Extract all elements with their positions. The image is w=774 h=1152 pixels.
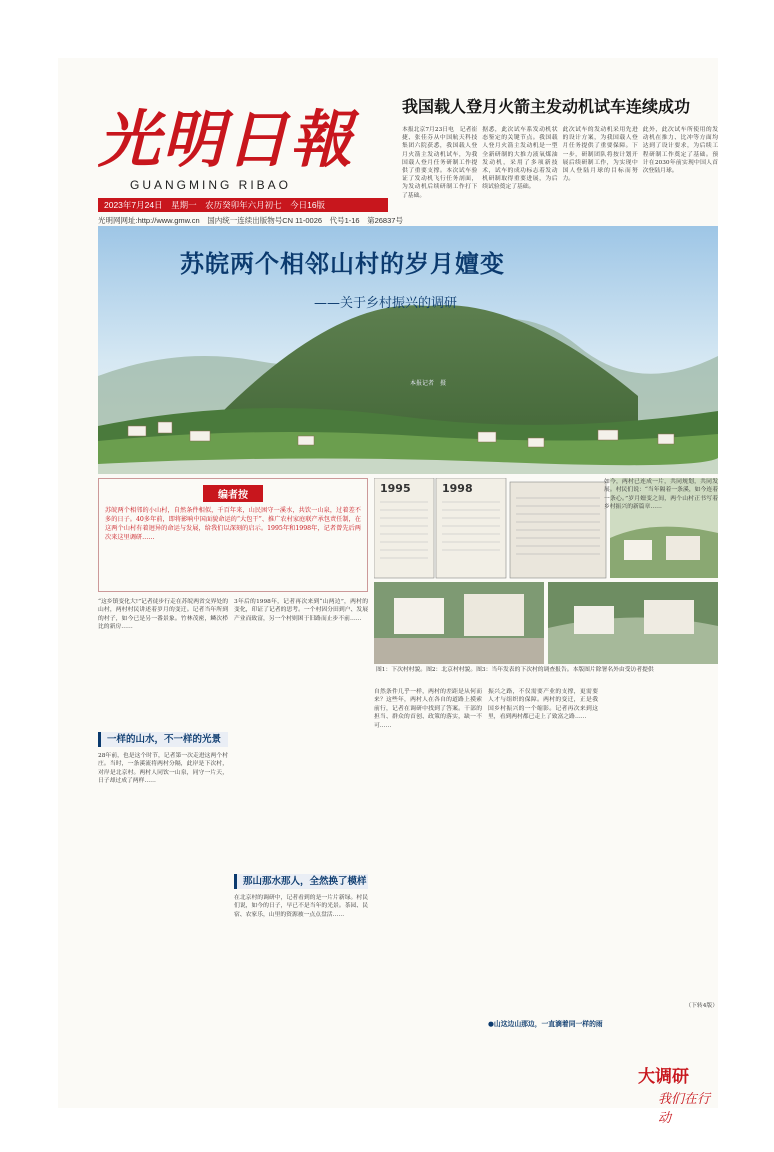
top-story-body: [402, 126, 718, 208]
editor-note-text: 苏皖两个相邻的小山村，自然条件相似，千百年来，山民困守一溪水，共饮一山泉，过着差不多的日子。40多年前，即将影响中国面貌命运的“大包干”、推广农村家庭联产承包责任制，在这两个山村有着迥异的命运与发展，给我们以深刻的启示。1995年和1998年，记者曾先后两次来这里调研……: [105, 507, 361, 541]
top-story-title: 我国载人登月火箭主发动机试车连续成功: [402, 97, 691, 116]
svg-text:1998: 1998: [442, 482, 473, 495]
article-column-3: 自然条件几乎一样，两村的差距是从何而来？这些年，两村人在各自的道路上摸索前行，记者在调研中找到了答案。干部的担当、群众的首创、政策的落实，缺一不可……: [374, 689, 482, 729]
article-column-1: “这乡镇变化大!”记者徒步行走在苏皖两省交界处的山村，两村村民讲述着岁月的变迁。记者当年所到的村子，如今已是另一番景象。竹林茂密，鳞次栉比的新房……: [98, 599, 228, 631]
newspaper-logo: 光明日報: [98, 103, 355, 176]
editor-note: [98, 478, 368, 592]
top-story-column: 本报北京7月23日电 记者崔捷、张佳芬从中国航天科技集团六院获悉，我国载人登月火箭主发动机试车，为我国载人登月任务研制工作提供了重要支撑。本次试车验证了发动机飞行任务剖面，为发动机后续研制工作打下了基础。: [402, 127, 478, 199]
continued-note: （下转4版）: [685, 1003, 718, 1009]
photo-caption: 图1：下次村村貌。图2：北京村村貌。图3：当年发表的下次村的调查报告。本版图片除署名外由受访者提供: [376, 667, 654, 673]
campaign-logo-main: 大调研: [638, 1067, 689, 1087]
article-column-5: 如今，两村已连成一片，共同规划，共同发展。村民们说：“当年隔着一条溪，如今连着一条心。”岁月嬗变之间，两个山村正书写着乡村振兴的新篇章……: [604, 479, 718, 511]
section-title-2: 那山那水那人，全然换了模样: [234, 874, 368, 889]
article-column-2: 3年后的1998年，记者再次来到“山两边”，两村的变化，印证了记者的思考。一个村因分田到户、发展产业而致富，另一个村则困于旧路而止步不前……: [234, 599, 368, 622]
newspaper-pinyin: GUANGMING RIBAO: [130, 178, 292, 192]
top-story-column: 此外，此次试车所使用的发动机在推力、比冲等方面均达到了设计要求，为后续工程研制工作奠定了基础。预计在2030年前实现中国人首次登陆月球。: [642, 127, 718, 175]
article-column-2b: 在北京村的调研中，记者看到的是一片片新绿。村民们说，如今的日子，早已不是当年的光景。茶园、民宿、农家乐，山里的资源被一点点盘活……: [234, 895, 368, 918]
article-column-1b: 28年前，也是这个时节，记者第一次走进这两个村庄。当时，一条溪流将两村分隔，此岸是下次村，对岸是北京村。两村人同饮一山泉，同守一片天，日子却过成了两样……: [98, 753, 228, 785]
subsection-title: ●山这边山那边，一直滴着同一样的雨: [488, 1020, 603, 1028]
editor-note-label: 编者按: [203, 485, 263, 502]
article-column-4: 振兴之路，不仅需要产业的支撑，更需要人才与组织的保障。两村的变迁，正是我国乡村振兴的一个缩影。记者再次来到这里，看到两村都已走上了致富之路……: [488, 689, 598, 721]
dateline-bar: 2023年7月24日 星期一 农历癸卯年六月初七 今日16版: [98, 198, 388, 212]
section-title-1: 一样的山水，不一样的光景: [98, 732, 228, 747]
feature-headline: 苏皖两个相邻山村的岁月嬗变: [180, 250, 505, 278]
campaign-logo-tagline: 我们在行动: [658, 1092, 711, 1126]
feature-subhead: ——关于乡村振兴的调研: [314, 296, 458, 311]
masthead: [58, 58, 718, 228]
top-story-column: 据悉，此次试车系发动机状态鉴定的关键节点。我国载人登月火箭主发动机是一型全新研制的大推力液氧煤油发动机，采用了多项新技术，试车的成功标志着发动机研制取得重要进展，为后续试验奠定了基础。: [482, 127, 558, 191]
photo-credit: 本报记者 摄: [410, 380, 447, 387]
publication-info: 光明网网址:http://www.gmw.cn 国内统一连续出版物号CN 11-0026 代号1-16 第26837号: [98, 215, 718, 229]
svg-text:1995: 1995: [380, 482, 411, 495]
newspaper-page: [58, 58, 718, 1126]
hero-photo: [98, 226, 718, 474]
top-story-column: 此次试车的发动机采用先进的设计方案，为我国载人登月任务提供了重要保障。下一步，研制团队将按计划开展后续研制工作，为实现中国人登陆月球的目标而努力。: [562, 127, 638, 183]
